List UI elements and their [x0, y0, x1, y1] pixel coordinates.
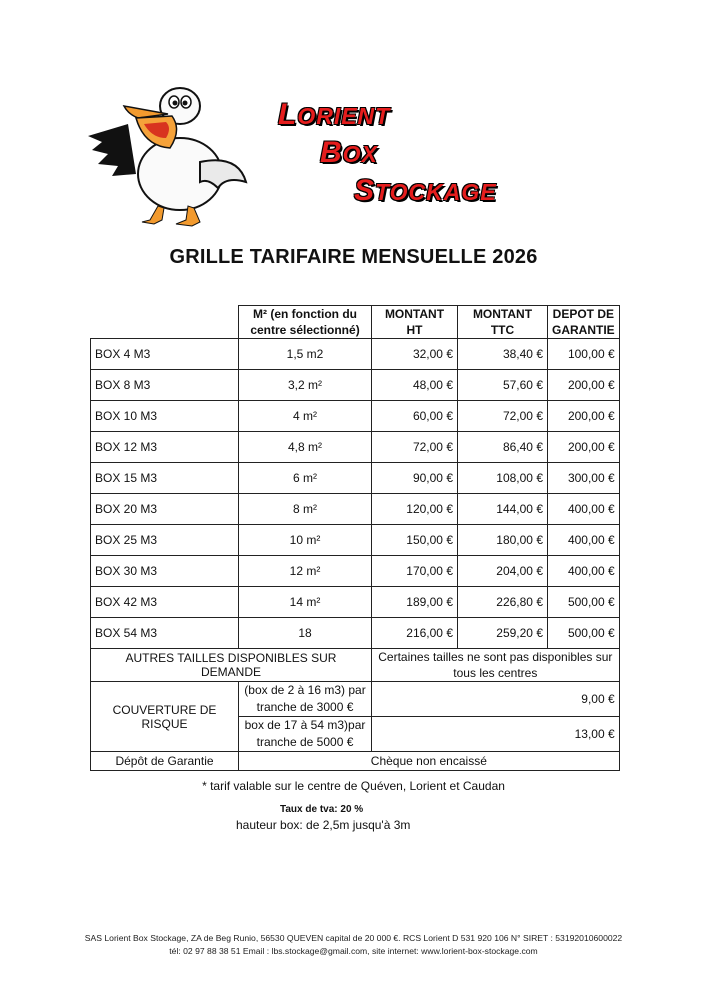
- table-row: [91, 618, 620, 649]
- header-blank-cell: [91, 306, 239, 339]
- box-height-note: hauteur box: de 2,5m jusqu'à 3m: [236, 818, 411, 832]
- page-title: GRILLE TARIFAIRE MENSUELLE 2026: [169, 246, 538, 268]
- surface-cell: 1,5 m2: [239, 339, 372, 370]
- table-row: [91, 370, 620, 401]
- montant-ht-cell: 90,00 €: [372, 463, 458, 494]
- montant-ht-cell: 60,00 €: [372, 401, 458, 432]
- montant-ht-cell: 150,00 €: [372, 525, 458, 556]
- montant-ttc-cell: 72,00 €: [458, 401, 548, 432]
- montant-ttc-cell: 108,00 €: [458, 463, 548, 494]
- brand-line-3: STOCKAGE: [354, 174, 497, 207]
- brand-line-1: LORIENT: [278, 98, 391, 131]
- montant-ttc-cell: 259,20 €: [458, 618, 548, 649]
- surface-cell: 8 m²: [239, 494, 372, 525]
- montant-ht-cell: 120,00 €: [372, 494, 458, 525]
- risk-tier-2-value: 13,00 €: [372, 717, 620, 752]
- footnote: * tarif valable sur le centre de Quéven, Lorient et Caudan: [202, 779, 505, 793]
- montant-ht-cell: 170,00 €: [372, 556, 458, 587]
- risk-tier-2-label: box de 17 à 54 m3)par tranche de 5000 €: [239, 717, 372, 752]
- depot-cell: 200,00 €: [548, 370, 620, 401]
- table-row: [91, 463, 620, 494]
- depot-garantie-value: Chèque non encaissé: [239, 752, 620, 771]
- box-name-cell: BOX 8 M3: [91, 370, 239, 401]
- other-sizes-row: [91, 649, 620, 682]
- surface-cell: 3,2 m²: [239, 370, 372, 401]
- surface-cell: 4,8 m²: [239, 432, 372, 463]
- company-footer: [0, 932, 707, 958]
- risk-tier-1-value: 9,00 €: [372, 682, 620, 717]
- surface-cell: 12 m²: [239, 556, 372, 587]
- box-name-cell: BOX 10 M3: [91, 401, 239, 432]
- footer-line-2: tél: 02 97 88 38 51 Email : lbs.stockage@gmail.com, site internet: www.lorient-box-stockage.com: [169, 946, 538, 956]
- brand-line-2: BOX: [320, 136, 378, 169]
- certaines-tailles-note: Certaines tailles ne sont pas disponibles sur tous les centres: [372, 649, 620, 682]
- montant-ht-cell: 48,00 €: [372, 370, 458, 401]
- box-name-cell: BOX 30 M3: [91, 556, 239, 587]
- risk-row-1: [91, 682, 620, 717]
- montant-ttc-cell: 180,00 €: [458, 525, 548, 556]
- table-row: [91, 339, 620, 370]
- depot-cell: 200,00 €: [548, 401, 620, 432]
- autres-tailles-label: AUTRES TAILLES DISPONIBLES SUR DEMANDE: [91, 649, 372, 682]
- table-row: [91, 401, 620, 432]
- montant-ttc-cell: 204,00 €: [458, 556, 548, 587]
- table-row: [91, 494, 620, 525]
- table-body: [91, 339, 620, 649]
- table-row: [91, 525, 620, 556]
- depot-cell: 500,00 €: [548, 618, 620, 649]
- depot-cell: 400,00 €: [548, 525, 620, 556]
- montant-ttc-cell: 57,60 €: [458, 370, 548, 401]
- table-row: [91, 587, 620, 618]
- box-name-cell: BOX 42 M3: [91, 587, 239, 618]
- depot-garantie-label: Dépôt de Garantie: [91, 752, 239, 771]
- montant-ht-cell: 72,00 €: [372, 432, 458, 463]
- surface-cell: 6 m²: [239, 463, 372, 494]
- surface-cell: 10 m²: [239, 525, 372, 556]
- montant-ht-cell: 189,00 €: [372, 587, 458, 618]
- box-name-cell: BOX 15 M3: [91, 463, 239, 494]
- table-header-row: [91, 306, 620, 339]
- table-row: [91, 556, 620, 587]
- depot-cell: 100,00 €: [548, 339, 620, 370]
- tva-rate: Taux de tva: 20 %: [280, 804, 364, 815]
- header-montant-ttc: MONTANT TTC: [458, 306, 548, 339]
- depot-cell: 400,00 €: [548, 556, 620, 587]
- couverture-risque-label: COUVERTURE DE RISQUE: [91, 682, 239, 752]
- surface-cell: 14 m²: [239, 587, 372, 618]
- header-depot-garantie: DEPOT DE GARANTIE: [548, 306, 620, 339]
- box-name-cell: BOX 12 M3: [91, 432, 239, 463]
- risk-tier-1-label: (box de 2 à 16 m3) par tranche de 3000 €: [239, 682, 372, 717]
- header-surface: M² (en fonction du centre sélectionné): [239, 306, 372, 339]
- montant-ht-cell: 32,00 €: [372, 339, 458, 370]
- montant-ttc-cell: 38,40 €: [458, 339, 548, 370]
- depot-cell: 200,00 €: [548, 432, 620, 463]
- logo: [88, 84, 528, 230]
- depot-cell: 400,00 €: [548, 494, 620, 525]
- montant-ttc-cell: 226,80 €: [458, 587, 548, 618]
- montant-ttc-cell: 144,00 €: [458, 494, 548, 525]
- box-name-cell: BOX 25 M3: [91, 525, 239, 556]
- depot-row: [91, 752, 620, 771]
- surface-cell: 18: [239, 618, 372, 649]
- montant-ht-cell: 216,00 €: [372, 618, 458, 649]
- pelican-mascot-icon: [88, 84, 253, 230]
- surface-cell: 4 m²: [239, 401, 372, 432]
- montant-ttc-cell: 86,40 €: [458, 432, 548, 463]
- footer-line-1: SAS Lorient Box Stockage, ZA de Beg Runio, 56530 QUEVEN capital de 20 000 €. RCS Lorient D 531 920 106 N° SIRET : 53192010600022: [84, 933, 623, 943]
- box-name-cell: BOX 54 M3: [91, 618, 239, 649]
- header-montant-ht: MONTANT HT: [372, 306, 458, 339]
- depot-cell: 300,00 €: [548, 463, 620, 494]
- box-name-cell: BOX 20 M3: [91, 494, 239, 525]
- brand-wordmark: [278, 98, 518, 218]
- box-name-cell: BOX 4 M3: [91, 339, 239, 370]
- pricing-table: [90, 305, 620, 771]
- table-row: [91, 432, 620, 463]
- depot-cell: 500,00 €: [548, 587, 620, 618]
